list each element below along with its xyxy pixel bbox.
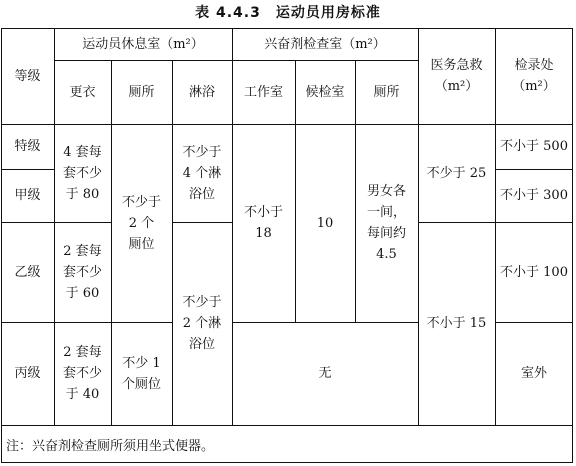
header-doping-room: 兴奋剂检查室（m²） bbox=[264, 36, 386, 52]
header-toilet: 厕所 bbox=[128, 84, 155, 100]
header-doping-toilet: 厕所 bbox=[373, 84, 400, 100]
office-value: 不小于 18 bbox=[243, 205, 283, 241]
header-first-aid: 医务急救 （m²） bbox=[430, 58, 483, 94]
header-shower: 淋浴 bbox=[188, 84, 215, 100]
toilet-te-jia-yi: 不少于 2 个 厕位 bbox=[121, 194, 161, 252]
record-yi: 不小于 100 bbox=[500, 264, 568, 280]
header-office: 工作室 bbox=[243, 84, 283, 100]
grade-jia: 甲级 bbox=[14, 188, 41, 203]
standards-table bbox=[0, 27, 576, 466]
header-record-office: 检录处 （m²） bbox=[512, 58, 556, 94]
doping-toilet-value: 男女各 一间， 每间约 4.5 bbox=[366, 184, 406, 262]
record-bing: 室外 bbox=[520, 366, 547, 381]
h-line-table-bottom bbox=[1, 425, 573, 426]
toilet-bing: 不少 1 个厕位 bbox=[121, 355, 161, 392]
changing-bing: 2 套每 套不少 于 40 bbox=[62, 345, 102, 402]
header-grade: 等级 bbox=[14, 68, 41, 84]
header-athlete-lounge: 运动员休息室（m²） bbox=[82, 36, 204, 52]
doping-none: 无 bbox=[318, 366, 332, 381]
header-changing: 更衣 bbox=[69, 84, 96, 100]
table-note: 注：兴奋剂检查厕所须用坐式便器。 bbox=[6, 438, 215, 454]
table-title: 表 4.4.3 运动员用房标准 bbox=[195, 5, 381, 21]
changing-te-jia: 4 套每 套不少 于 80 bbox=[62, 144, 102, 202]
record-jia: 不小于 300 bbox=[500, 188, 568, 203]
record-te: 不小于 500 bbox=[500, 139, 568, 154]
shower-jia-bing: 不少于 2 个淋 浴位 bbox=[182, 295, 222, 352]
waiting-value: 10 bbox=[316, 215, 334, 231]
header-waiting: 候检室 bbox=[305, 84, 345, 100]
shower-te: 不少于 4 个淋 浴位 bbox=[182, 144, 222, 202]
changing-yi: 2 套每 套不少 于 60 bbox=[62, 243, 102, 301]
first-aid-top: 不少于 25 bbox=[426, 165, 487, 181]
grade-yi: 乙级 bbox=[14, 264, 41, 280]
first-aid-bottom: 不小于 15 bbox=[426, 316, 487, 331]
grade-bing: 丙级 bbox=[14, 366, 41, 381]
grade-te: 特级 bbox=[14, 139, 41, 154]
